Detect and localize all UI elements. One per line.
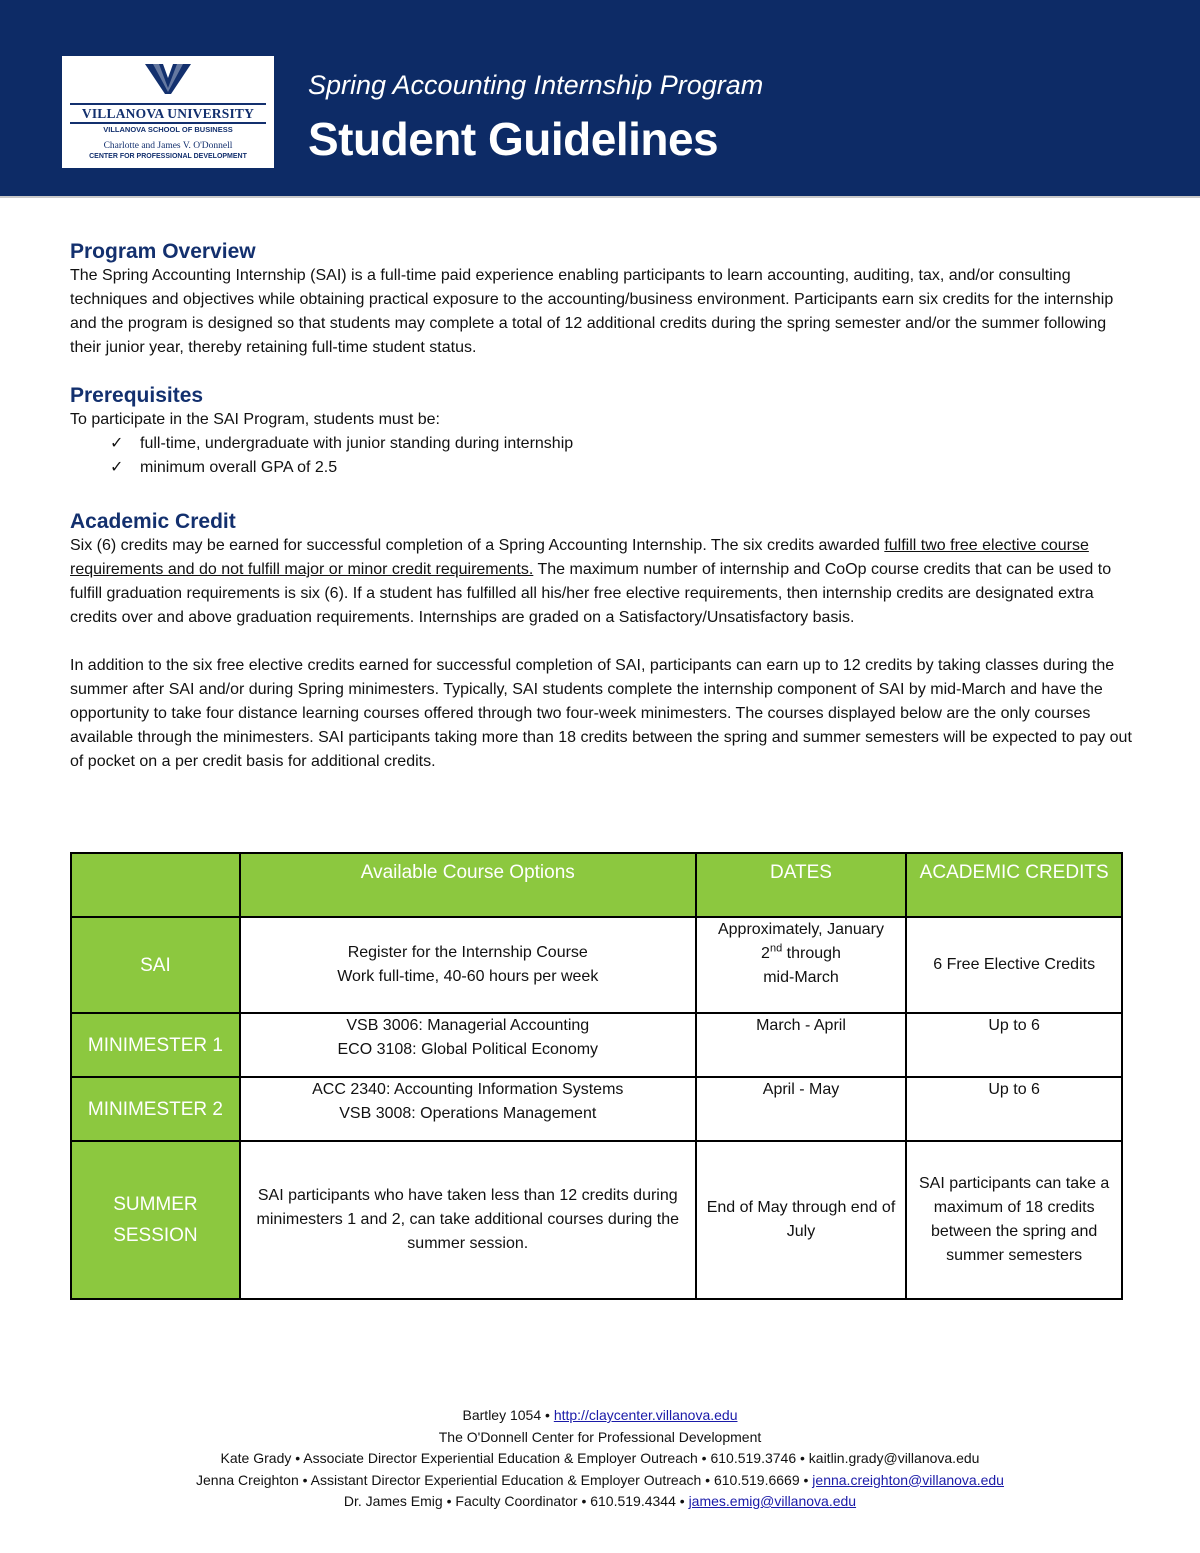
dates-cell: April - May: [696, 1077, 907, 1141]
prereq-list: [70, 432, 1132, 480]
table-row: [71, 1141, 1122, 1299]
table-header-row: [71, 853, 1122, 917]
main-content: [70, 240, 1132, 798]
logo-university: VILLANOVA UNIVERSITY: [70, 103, 266, 124]
overview-body: The Spring Accounting Internship (SAI) is a full-time paid experience enabling participants to learn accounting, auditing, tax, and/or consulting techniques and objectives while obtaining practical exposure to the accounting/business environment. Participants earn six credits for the internship and the program is designed so that students may complete a total of 12 additional credits during the spring semester and/or the summer following their junior year, thereby retaining full-time student status.: [70, 267, 1114, 356]
course-cell: SAI participants who have taken less than 12 credits during minimesters 1 and 2, can take additional courses during the summer session.: [240, 1141, 696, 1299]
row-label: SAI: [71, 917, 240, 1013]
page-footer: [0, 1405, 1200, 1513]
course-cell: ACC 2340: Accounting Information Systems VSB 3008: Operations Management: [240, 1077, 696, 1141]
table-row: [71, 917, 1122, 1013]
program-overview-section: [70, 240, 1132, 360]
prereq-item: ✓ minimum overall GPA of 2.5: [110, 456, 1132, 480]
credits-cell: Up to 6: [906, 1013, 1122, 1077]
header-cell-credits: ACADEMIC CREDITS: [906, 853, 1122, 917]
checkmark-icon: ✓: [110, 435, 124, 452]
email-link-emig[interactable]: james.emig@villanova.edu: [688, 1493, 857, 1509]
prereq-intro: To participate in the SAI Program, students must be:: [70, 411, 440, 428]
credit-heading: Academic Credit: [70, 510, 236, 533]
course-cell: VSB 3006: Managerial Accounting ECO 3108: Global Political Economy: [240, 1013, 696, 1077]
credits-cell: SAI participants can take a maximum of 18 credits between the spring and summer semesters: [906, 1141, 1122, 1299]
page-title: Student Guidelines: [308, 113, 719, 165]
overview-heading: Program Overview: [70, 240, 256, 263]
header-cell-dates: DATES: [696, 853, 907, 917]
footer-line-contact-emig: Dr. James Emig • Faculty Coordinator • 610.519.4344 • james.emig@villanova.edu: [343, 1493, 857, 1509]
website-link[interactable]: http://claycenter.villanova.edu: [553, 1407, 738, 1423]
course-options-table: [70, 852, 1123, 1300]
header-cell-courses: Available Course Options: [240, 853, 696, 917]
villanova-logo: [62, 56, 274, 168]
header-cell-empty: [71, 853, 240, 917]
email-link-creighton[interactable]: jenna.creighton@villanova.edu: [812, 1471, 1004, 1488]
footer-line-contact-creighton: Jenna Creighton • Assistant Director Experiential Education & Employer Outreach • 610.519.6669 • jenna.creighton@villanova.edu: [196, 1471, 1004, 1488]
checkmark-icon: ✓: [110, 459, 124, 476]
table-row: [71, 1013, 1122, 1077]
prerequisites-section: [70, 384, 1132, 480]
credits-cell: 6 Free Elective Credits: [906, 917, 1122, 1013]
header-subtitle: Spring Accounting Internship Program: [308, 70, 764, 100]
footer-line-center: The O'Donnell Center for Professional Development: [438, 1428, 762, 1445]
credit-paragraph-1: Six (6) credits may be earned for successful completion of a Spring Accounting Internship. The six credits awarded fulfill two free elective course requirements and do not fulfill major or minor credit requirements. The maximum number of internship and CoOp course credits that can be used to fulfill graduation requirements is six (6). If a student has fulfilled all his/her free elective requirements, then internship credits are designated extra credits over and above graduation requirements. Internships are graded on a Satisfactory/Unsatisfactory basis.: [70, 537, 1112, 626]
prereq-heading: Prerequisites: [70, 384, 204, 407]
logo-center-names: Charlotte and James V. O'Donnell: [103, 141, 233, 151]
credit-underlined-text: fulfill two free elective course requirements and do not fulfill major or minor credit requirements.: [70, 537, 1089, 578]
prereq-item: ✓ full-time, undergraduate with junior standing during internship: [110, 432, 1132, 456]
logo-center: CENTER FOR PROFESSIONAL DEVELOPMENT: [89, 153, 247, 160]
row-label: SUMMER SESSION: [71, 1141, 240, 1299]
footer-line-contact-grady: Kate Grady • Associate Director Experiential Education & Employer Outreach • 610.519.3746 • kaitlin.grady@villanova.edu: [220, 1450, 980, 1466]
page-header: [0, 0, 1200, 198]
villanova-v-emblem: [143, 62, 193, 96]
dates-cell: March - April: [696, 1013, 907, 1077]
footer-line-address: Bartley 1054 • http://claycenter.villanova.edu: [462, 1407, 738, 1423]
logo-school: VILLANOVA SCHOOL OF BUSINESS: [103, 125, 233, 134]
row-label: MINIMESTER 1: [71, 1013, 240, 1077]
row-label: MINIMESTER 2: [71, 1077, 240, 1141]
dates-cell: End of May through end of July: [696, 1141, 907, 1299]
course-cell: Register for the Internship Course Work full-time, 40-60 hours per week: [240, 917, 696, 1013]
dates-cell: Approximately, January 2nd through mid-March: [696, 917, 907, 1013]
credit-paragraph-2: In addition to the six free elective credits earned for successful completion of SAI, participants can earn up to 12 credits by taking classes during the summer after SAI and/or during Spring minimesters. Typically, SAI students complete the internship component of SAI by mid-March and have the opportunity to take four distance learning courses offered through two four-week minimesters. The courses displayed below are the only courses available through the minimesters. SAI participants taking more than 18 credits between the spring and summer semesters will be expected to pay out of pocket on a per credit basis for additional credits.: [70, 657, 1132, 770]
credits-cell: Up to 6: [906, 1077, 1122, 1141]
table-row: [71, 1077, 1122, 1141]
academic-credit-section: [70, 510, 1132, 774]
